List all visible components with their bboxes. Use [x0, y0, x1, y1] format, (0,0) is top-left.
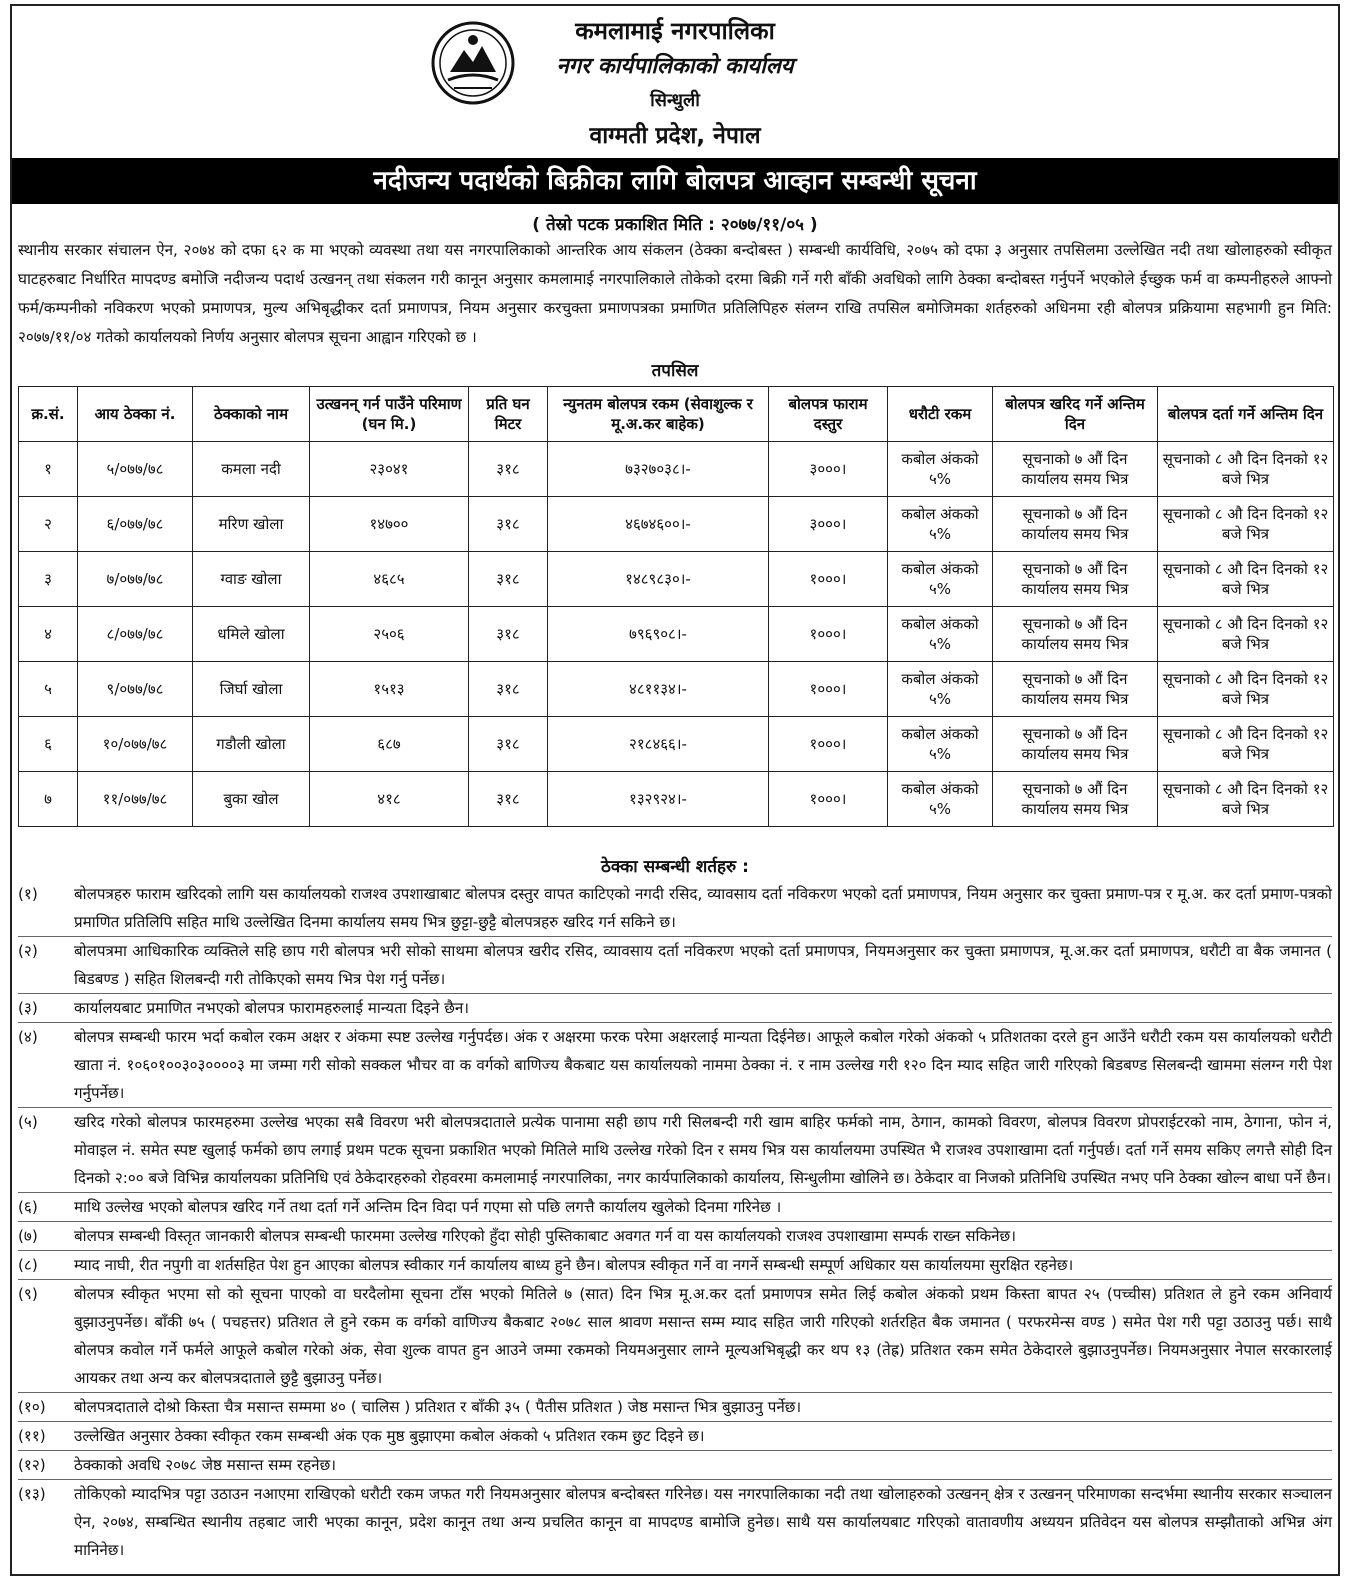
intro-paragraph: स्थानीय सरकार संचालन ऐन, २०७४ को दफा ६२ क मा भएको व्यवस्था तथा यस नगरपालिकाको आन्तरिक आय संकलन (ठेक्का बन्दोबस्त ) सम्बन्धी कार्यविधि, २०७५ को दफा ३ अनुसार तपसिलमा उल्लेखित नदी तथा खोलाहरुको स्वीकृत घाटहरुबाट निर्धारित मापदण्ड बमोजि नदीजन्य पदार्थ उत्खनन् तथा संकलन गरी कानून अनुसार कमलामाई नगरपालिकाले तोकेको दरमा बिक्री गर्ने गरी बाँकी अवधिको लागि ठेक्का बन्दोबस्त गर्नुपर्ने भएकोले ईच्छुक फर्म वा कम्पनीहरुले आफ्नो फर्म/कम्पनीको नविकरण भएको प्रमाणपत्र, मुल्य अभिबृद्धीकर दर्ता प्रमाणपत्र, नियम अनुसार करचुक्ता प्रमाणपत्रका प्रमाणित प्रतिलिपिहरु संलग्न राखि तपसिल बमोजिमका शर्तहरुको अधिनमा रही बोलपत्र प्रक्रियामा सहभागी हुन मिति: २०७७/११/०४ गतेको कार्यालयको निर्णय अनुसार बोलपत्र सूचना आह्वान गरिएको छ ।: [18, 241, 1332, 346]
table-cell: सूचनाको ७ औं दिन कार्यालय समय भित्र: [993, 497, 1158, 552]
table-cell: १४८९८३०।-: [548, 552, 769, 607]
table-cell: ३१८: [469, 607, 548, 662]
table-cell: १: [19, 442, 78, 497]
table-cell: ४८११३४।-: [548, 662, 769, 717]
condition-item: [18, 1022, 1332, 1107]
condition-item: [18, 1392, 1332, 1421]
condition-item: [18, 993, 1332, 1022]
table-cell: ३१८: [469, 662, 548, 717]
condition-item: [18, 1479, 1332, 1564]
condition-number: (११): [18, 1427, 46, 1445]
table-row: [19, 497, 1334, 552]
table-row: [19, 607, 1334, 662]
conditions-title: ठेक्का सम्बन्धी शर्तहरु :: [601, 857, 749, 877]
table-cell: सूचनाको ८ औ दिन दिनको १२ बजे भित्र: [1158, 552, 1334, 607]
condition-number: (३): [18, 999, 38, 1017]
table-cell: १५१३: [310, 662, 469, 717]
table-cell: २१८४६६।-: [548, 717, 769, 772]
table-cell: जिर्घा खोला: [193, 662, 310, 717]
condition-number: (९): [18, 1285, 38, 1303]
office-name: नगर कार्यपालिकाको कार्यालय: [556, 54, 794, 79]
condition-text: तोकिएको म्यादभित्र पट्टा उठाउन नआएमा राखिएको धरौटी रकम जफत गरी नियमअनुसार बोलपत्र बन्दोबस्त गरिनेछ। यस नगरपालिकाका नदी तथा खोलाहरुको उत्खनन् क्षेत्र र उत्खनन् परिमाणका सन्दर्भमा स्थानीय सरकार सञ्चालन ऐन, २०७४, सम्बन्धित स्थानीय तहबाट जारी भएका कानून, प्रदेश कानून तथा अन्य प्रचलित कानून वा मापदण्ड बामोजि हुनेछ। साथै यस कार्यालयबाट गरिएको वातावणीय अध्ययन प्रतिवेदन यस बोलपत्र सम्झौताको अभिन्न अंग मानिनेछ।: [74, 1485, 1332, 1559]
condition-number: (१): [18, 885, 38, 903]
table-cell: धमिले खोला: [193, 607, 310, 662]
condition-text: माथि उल्लेख भएको बोलपत्र खरिद गर्ने तथा दर्ता गर्ने अन्तिम दिन विदा पर्न गएमा सो पछि लगत्तै कार्यालय खुलेको दिनमा गरिनेछ ।: [74, 1198, 782, 1216]
table-cell: कबोल अंकको ५%: [888, 772, 993, 827]
condition-number: (१२): [18, 1456, 46, 1474]
table-cell: १०००।: [769, 717, 888, 772]
table-cell: ४१८: [310, 772, 469, 827]
table-cell: कबोल अंकको ५%: [888, 497, 993, 552]
notice-page: [10, 4, 1340, 1576]
schedule-label: तपसिल: [651, 361, 699, 381]
condition-text: बोलपत्रदाताले दोश्रो किस्ता चैत्र मसान्त सम्ममा ४० ( चालिस ) प्रतिशत र बाँकी ३५ ( पैतीस प्रतिशत ) जेष्ठ मसान्त भित्र बुझाउनु पर्नेछ।: [74, 1398, 802, 1416]
condition-item: [18, 1279, 1332, 1392]
letterhead: [12, 6, 1338, 156]
table-cell: कबोल अंकको ५%: [888, 552, 993, 607]
table-cell: कबोल अंकको ५%: [888, 717, 993, 772]
condition-text: बोलपत्र सम्बन्धी विस्तृत जानकारी बोलपत्र सम्बन्धी फारममा उल्लेख गरिएको हुँदा सोही पुस्तिकाबाट अवगत गर्न वा यस कार्यालयको राजश्व उपशाखामा सम्पर्क राख्न सकिनेछ।: [74, 1227, 1016, 1245]
table-cell: ९/०७७/७८: [78, 662, 193, 717]
condition-text: खरिद गरेको बोलपत्र फारमहरुमा उल्लेख भएका सबै विवरण भरी बोलपत्रदाताले प्रत्येक पानामा सही छाप गरी सिलबन्दी गरी खाम बाहिर फर्मको नाम, ठेगान, कामको विवरण, बोलपत्र विवरण प्रोपराईटरको नाम, ठेगाना, फोन नं, मोवाइल नं. समेत स्पष्ट खुलाई फर्मको छाप लगाई प्रथम पटक सूचना प्रकाशित भएको मितिले माथि उल्लेख गरेको दिन र समय भित्र यस कार्यालयमा उपस्थित भै राजश्व उपशाखामा दर्ता गर्नुपर्छ। दर्ता गर्ने समय सकिए लगत्तै सोही दिन दिनको २:०० बजे विभिन्न कार्यालयका प्रतिनिधि एवं ठेकेदारहरुको रोहवरमा कमलामाई नगरपालिका, नगर कार्यपालिकाको कार्यालय, सिन्धुलीमा खोलिने छ। ठेकेदार वा निजको प्रतिनिधि उपस्थित नभए पनि ठेक्का खोल्न बाधा पर्ने छैन।: [74, 1113, 1332, 1187]
table-cell: ७९६९०८।-: [548, 607, 769, 662]
condition-item: [18, 1250, 1332, 1279]
condition-number: (८): [18, 1256, 38, 1274]
table-cell: ३१८: [469, 497, 548, 552]
table-cell: कबोल अंकको ५%: [888, 662, 993, 717]
table-cell: २: [19, 497, 78, 552]
table-cell: सूचनाको ७ औं दिन कार्यालय समय भित्र: [993, 552, 1158, 607]
table-cell: सूचनाको ७ औं दिन कार्यालय समय भित्र: [993, 607, 1158, 662]
table-cell: मरिण खोला: [193, 497, 310, 552]
table-cell: सूचनाको ८ औ दिन दिनको १२ बजे भित्र: [1158, 772, 1334, 827]
table-cell: ३: [19, 552, 78, 607]
table-cell: १४७००: [310, 497, 469, 552]
condition-text: उल्लेखित अनुसार ठेक्का स्वीकृत रकम सम्बन्धी अंक एक मुष्ठ बुझाएमा कबोल अंकको ५ प्रतिशत रकम छुट दिइने छ।: [74, 1427, 705, 1445]
table-cell: सूचनाको ७ औं दिन कार्यालय समय भित्र: [993, 772, 1158, 827]
table-cell: ४: [19, 607, 78, 662]
table-cell: ७३२७०३८।-: [548, 442, 769, 497]
table-cell: ३१८: [469, 442, 548, 497]
municipality-name: कमलामाई नगरपालिका: [575, 17, 775, 45]
notice-title: नदीजन्य पदार्थको बिक्रीका लागि बोलपत्र आव्हान सम्बन्धी सूचना: [12, 158, 1338, 204]
col-header: ठेक्काको नाम: [193, 387, 310, 442]
province-name: वाग्मती प्रदेश, नेपाल: [589, 123, 761, 149]
condition-item: [18, 1450, 1332, 1479]
col-header: बोलपत्र दर्ता गर्ने अन्तिम दिन: [1158, 387, 1334, 442]
col-header: उत्खनन् गर्न पाउँने परिमाण (घन मि.): [310, 387, 469, 442]
condition-text: बोलपत्र सम्बन्धी फारम भर्दा कबोल रकम अक्षर र अंकमा स्पष्ट उल्लेख गर्नुपर्दछ। अंक र अक्षरमा फरक परेमा अक्षरलाई मान्यता दिईनेछ। आफूले कबोल गरेको अंकको ५ प्रतिशतका दरले हुन आउँने धरौटी रकम यस कार्यालयको धरौटी खाता नं. १०६०१००३०३००००३ मा जम्मा गरी सोको सक्कल भौचर वा क वर्गको बाणिज्य बैकबाट यस कार्यालयको नाममा ठेक्का नं. र नाम उल्लेख गरी १२० दिन म्याद सहित जारी गरिएको बिडबण्ड सिलबन्दी खाममा संलग्न गरी पेश गर्नुपर्नेछ।: [74, 1028, 1332, 1102]
table-cell: १३२९२४।-: [548, 772, 769, 827]
table-header-row: [19, 387, 1334, 442]
table-cell: सूचनाको ७ औं दिन कार्यालय समय भित्र: [993, 442, 1158, 497]
condition-number: (६): [18, 1198, 38, 1216]
publication-date: ( तेस्रो पटक प्रकाशित मिति : २०७७/११/०५ ): [532, 215, 818, 235]
table-row: [19, 442, 1334, 497]
table-cell: १०००।: [769, 662, 888, 717]
condition-number: (१३): [18, 1485, 46, 1503]
table-cell: ३०००।: [769, 442, 888, 497]
condition-number: (२): [18, 942, 38, 960]
col-header: न्युनतम बोलपत्र रकम (सेवाशुल्क र मू.अ.कर बाहेक): [548, 387, 769, 442]
table-cell: ११/०७७/७८: [78, 772, 193, 827]
table-cell: १०/०७७/७८: [78, 717, 193, 772]
table-cell: ३१८: [469, 772, 548, 827]
condition-number: (४): [18, 1028, 38, 1046]
condition-number: (५): [18, 1113, 38, 1131]
col-header: बोलपत्र फाराम दस्तुर: [769, 387, 888, 442]
table-cell: ६: [19, 717, 78, 772]
table-cell: कमला नदी: [193, 442, 310, 497]
district-name: सिन्धुली: [650, 90, 700, 111]
condition-item: [18, 880, 1332, 936]
condition-number: (१०): [18, 1398, 46, 1416]
condition-item: [18, 936, 1332, 993]
condition-text: ठेक्काको अवधि २०७८ जेष्ठ मसान्त सम्म रहनेछ।: [74, 1456, 337, 1474]
table-cell: ३०००।: [769, 497, 888, 552]
table-cell: ग्वाङ खोला: [193, 552, 310, 607]
condition-text: म्याद नाघी, रीत नपुगी वा शर्तसहित पेश हुन आएका बोलपत्र स्वीकार गर्न कार्यालय बाध्य हुने छैन। बोलपत्र स्वीकृत गर्ने वा नगर्ने सम्बन्धी सम्पूर्ण अधिकार यस कार्यालयमा सुरक्षित रहनेछ।: [74, 1256, 1074, 1274]
col-header: प्रति घन मिटर: [469, 387, 548, 442]
table-cell: ७: [19, 772, 78, 827]
table-cell: ६/०७७/७८: [78, 497, 193, 552]
col-header: आय ठेक्का नं.: [78, 387, 193, 442]
condition-number: (७): [18, 1227, 38, 1245]
condition-text: बोलपत्र स्वीकृत भएमा सो को सूचना पाएको वा घरदैलोमा सूचना टाँस भएको मितिले ७ (सात) दिन भित्र मू.अ.कर दर्ता प्रमाणपत्र समेत लिई कबोल अंकको प्रथम किस्ता बापत २५ (पच्चीस) प्रतिशत ले हुने रकम अनिवार्य बुझाउनुपर्नेछ। बाँकी ७५ ( पचहत्तर) प्रतिशत ले हुने रकम क वर्गको वाणिज्य बैकबाट २०७८ साल श्रावण मसान्त सम्म म्याद सहित जारी गरिएको शर्तरहित बैक जमानत ( परफरमेन्स वण्ड ) समेत पेश गरी पट्टा उठाउनु पर्छ। साथै बोलपत्र कवोल गर्ने फर्मले आफूले कबोल गरेको अंक, सेवा शुल्क वापत हुन आउने जम्मा रकमको नियमअनुसार लाग्ने मूल्यअभिबृद्धी कर थप १३ (तेह्र) प्रतिशत रकम समेत ठेकेदारले बुझाउनुपर्नेछ। नियमअनुसार नेपाल सरकारलाई आयकर तथा अन्य कर बोलपत्रदाताले छुट्टै बुझाउनु पर्नेछ।: [74, 1285, 1332, 1387]
table-row: [19, 552, 1334, 607]
table-cell: कबोल अंकको ५%: [888, 607, 993, 662]
condition-text: बोलपत्रमा आधिकारिक व्यक्तिले सहि छाप गरी बोलपत्र भरी सोको साथमा बोलपत्र खरीद रसिद, व्यावसाय दर्ता नविकरण भएको दर्ता प्रमाणपत्र, नियमअनुसार कर चुक्ता प्रमाणपत्र, मू.अ.कर दर्ता प्रमाणपत्र, धरौटी वा बैक जमानत ( बिडबण्ड ) सहित शिलबन्दी गरी तोकिएको समय भित्र पेश गर्नु पर्नेछ।: [74, 942, 1332, 988]
table-cell: ८/०७७/७८: [78, 607, 193, 662]
condition-item: [18, 1107, 1332, 1192]
table-cell: सूचनाको ७ औं दिन कार्यालय समय भित्र: [993, 662, 1158, 717]
table-cell: ४६७४६००।-: [548, 497, 769, 552]
table-row: [19, 772, 1334, 827]
table-cell: सूचनाको ७ औं दिन कार्यालय समय भित्र: [993, 717, 1158, 772]
table-cell: २३०४१: [310, 442, 469, 497]
col-header: क्र.सं.: [19, 387, 78, 442]
table-cell: ३१८: [469, 717, 548, 772]
table-row: [19, 662, 1334, 717]
table-cell: ६८७: [310, 717, 469, 772]
table-cell: सूचनाको ८ औ दिन दिनको १२ बजे भित्र: [1158, 442, 1334, 497]
table-cell: ५/०७७/७८: [78, 442, 193, 497]
table-cell: २५०६: [310, 607, 469, 662]
table-cell: सूचनाको ८ औ दिन दिनको १२ बजे भित्र: [1158, 662, 1334, 717]
col-header: धरौटी रकम: [888, 387, 993, 442]
table-cell: गडौली खोला: [193, 717, 310, 772]
tender-table: [18, 386, 1334, 827]
table-cell: सूचनाको ८ औ दिन दिनको १२ बजे भित्र: [1158, 497, 1334, 552]
table-cell: ३१८: [469, 552, 548, 607]
table-cell: सूचनाको ८ औ दिन दिनको १२ बजे भित्र: [1158, 717, 1334, 772]
condition-item: [18, 1221, 1332, 1250]
table-cell: सूचनाको ८ औ दिन दिनको १२ बजे भित्र: [1158, 607, 1334, 662]
table-cell: ५: [19, 662, 78, 717]
table-cell: कबोल अंकको ५%: [888, 442, 993, 497]
table-cell: १०००।: [769, 607, 888, 662]
table-cell: १०००।: [769, 552, 888, 607]
table-cell: ७/०७७/७८: [78, 552, 193, 607]
col-header: बोलपत्र खरिद गर्ने अन्तिम दिन: [993, 387, 1158, 442]
condition-text: कार्यालयबाट प्रमाणित नभएको बोलपत्र फारामहरुलाई मान्यता दिइने छैन।: [74, 999, 470, 1017]
condition-item: [18, 1421, 1332, 1450]
table-cell: १०००।: [769, 772, 888, 827]
conditions-list: [18, 880, 1332, 1564]
condition-item: [18, 1192, 1332, 1221]
condition-text: बोलपत्रहरु फाराम खरिदको लागि यस कार्यालयको राजश्व उपशाखाबाट बोलपत्र दस्तुर वापत काटिएको नगदी रसिद, व्यावसाय दर्ता नविकरण भएको दर्ता प्रमाणपत्र, नियम अनुसार कर चुक्ता प्रमाण-पत्र र मू.अ. कर दर्ता प्रमाण-पत्रको प्रमाणित प्रतिलिपि सहित माथि उल्लेखित दिनमा कार्यालय समय भित्र छुट्टा-छुट्टै बोलपत्रहरु खरिद गर्न सकिने छ।: [74, 885, 1332, 931]
table-row: [19, 717, 1334, 772]
table-cell: बुका खोल: [193, 772, 310, 827]
table-cell: ४६८५: [310, 552, 469, 607]
